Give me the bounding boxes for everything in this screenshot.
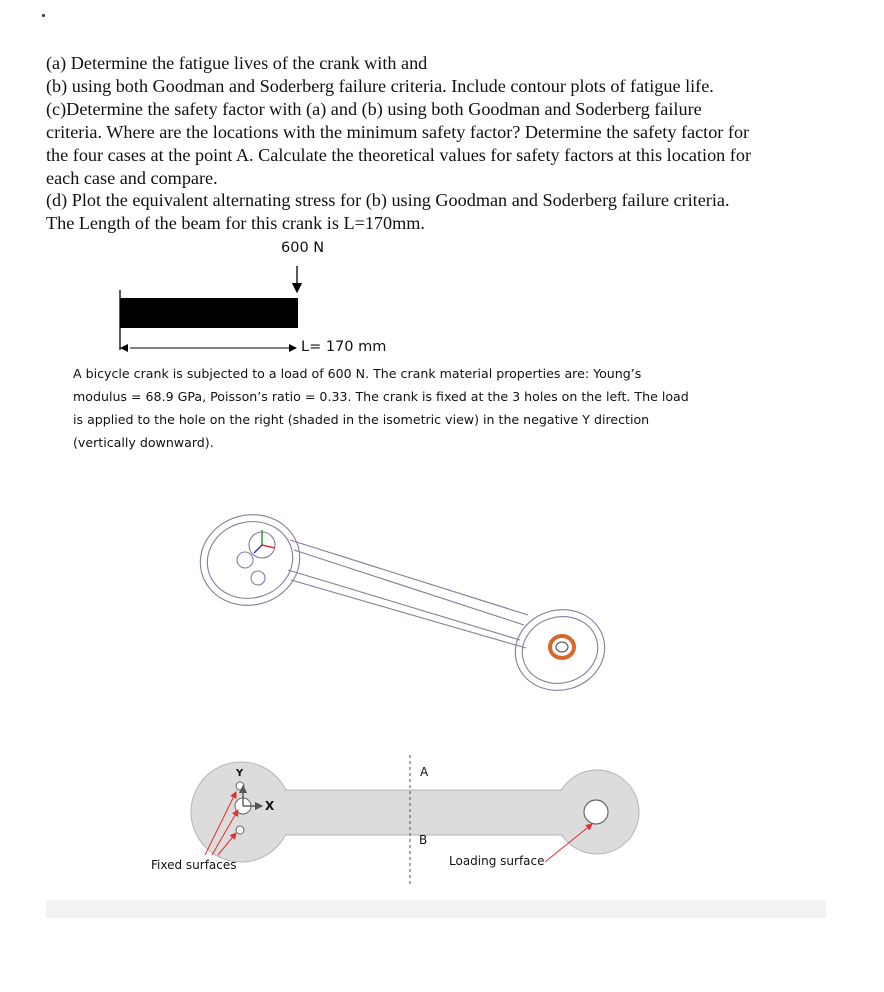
axis-x-label: X	[265, 799, 275, 813]
beam	[120, 298, 298, 328]
point-a-label: A	[420, 765, 429, 779]
question-line: each case and compare.	[46, 167, 218, 188]
question-line: (d) Plot the equivalent alternating stress for (b) using Goodman and Soderberg failure criteria.	[46, 190, 730, 211]
bottom-shadow	[46, 900, 826, 918]
length-arrowhead-left	[120, 344, 128, 352]
description-line: is applied to the hole on the right (shaded in the isometric view) in the negative Y direction	[73, 412, 650, 427]
question-line: (a) Determine the fatigue lives of the crank with and	[46, 53, 428, 73]
loading-hole	[550, 636, 574, 658]
beam-diagram	[120, 266, 298, 352]
question-line: criteria. Where are the locations with the minimum safety factor? Determine the safety factor for	[46, 121, 750, 142]
isometric-crank	[190, 504, 614, 701]
force-label: 600 N	[281, 240, 325, 256]
problem-description	[73, 362, 753, 454]
description-line: modulus = 68.9 GPa, Poisson’s ratio = 0.33. The crank is fixed at the 3 holes on the left. The load	[73, 389, 689, 404]
question-line: (b) using both Goodman and Soderberg failure criteria. Include contour plots of fatigue life.	[46, 75, 714, 96]
question-line: (c)Determine the safety factor with (a) and (b) using both Goodman and Soderberg failure	[46, 98, 702, 119]
question-line: The Length of the beam for this crank is L=170mm.	[46, 213, 425, 234]
axis-y-label: Y	[236, 768, 244, 779]
plan-loading-hole	[584, 800, 608, 824]
question-line: the four cases at the point A. Calculate the theoretical values for safety factors at this location for	[46, 144, 752, 165]
description-line: (vertically downward).	[73, 435, 214, 450]
description-line: A bicycle crank is subjected to a load of 600 N. The crank material properties are: Young’s	[73, 366, 642, 381]
fixed-surfaces-label: Fixed surfaces	[151, 858, 237, 872]
length-label: L= 170 mm	[301, 339, 387, 355]
point-b-label: B	[419, 833, 428, 847]
plan-view	[191, 755, 639, 885]
loading-surface-label: Loading surface	[449, 854, 545, 868]
